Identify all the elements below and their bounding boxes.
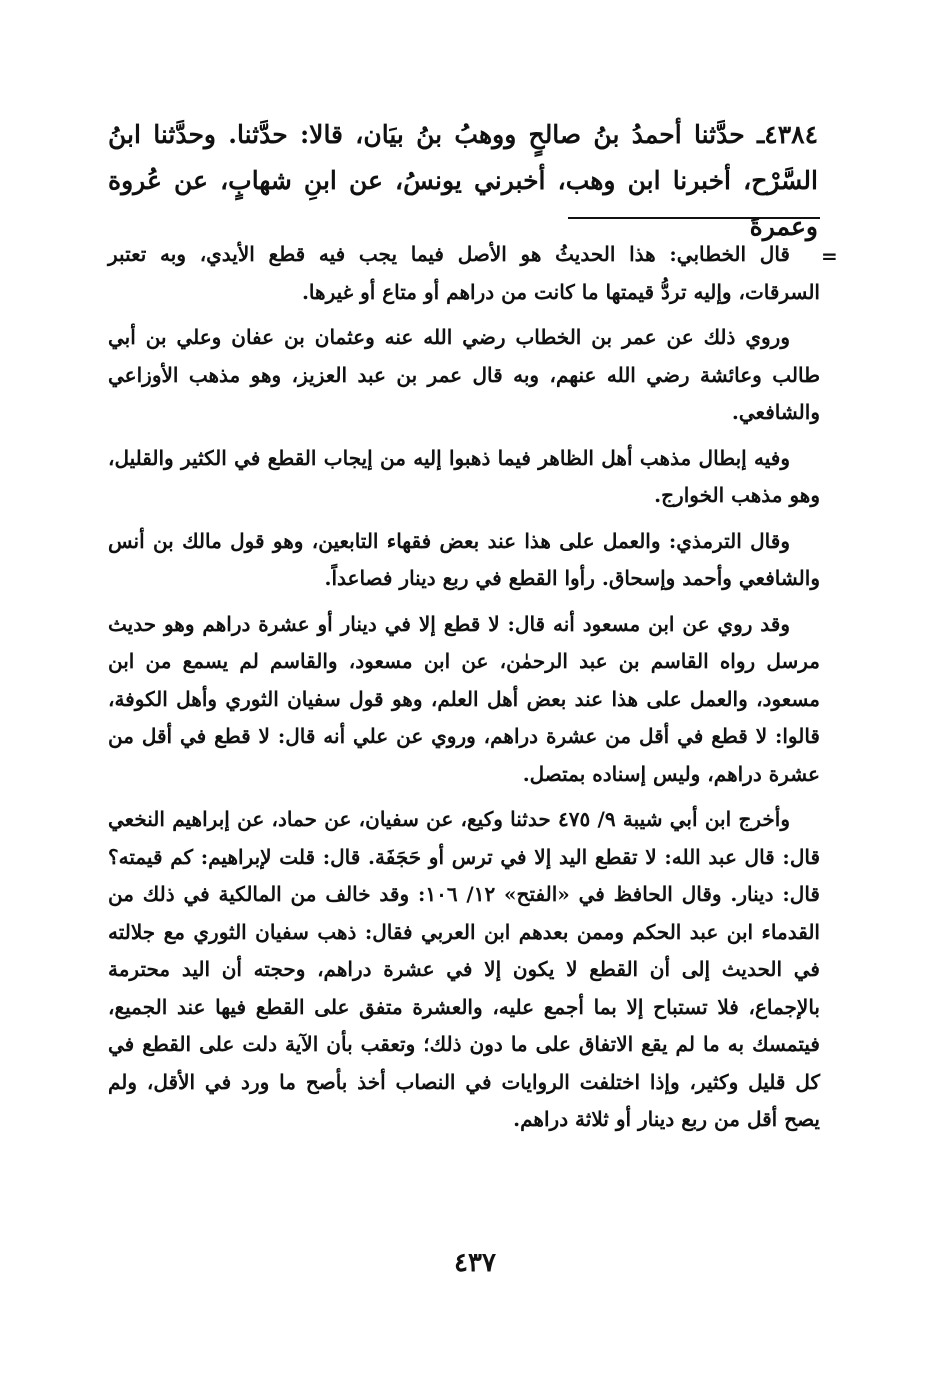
footnote-separator-rule — [568, 217, 820, 219]
footnotes-block — [108, 236, 820, 1147]
hadith-main-text: ٤٣٨٤ـ حدَّثنا أحمدُ بنُ صالحٍ ووهبُ بنُ بيَان، قالا: حدَّثنا. وحدَّثنا ابنُ السَّرْح، أخبرنا ابن وهب، أخبرني يونسُ، عن ابنِ شهابٍ، عن عُروة وعمرةَ — [108, 120, 818, 241]
footnote-paragraph: قال الخطابي: هذا الحديثُ هو الأصل فيما يجب فيه قطع الأيدي، وبه تعتبر السرقات، وإليه تردُّ قيمتها ما كانت من دراهم أو متاع أو غيرها. — [108, 242, 820, 304]
footnote-paragraph: وأخرج ابن أبي شيبة ٩/ ٤٧٥ حدثنا وكيع، عن سفيان، عن حماد، عن إبراهيم النخعي قال: قال عبد الله: لا تقطع اليد إلا في ترس أو حَجَفَة. قال: قلت لإبراهيم: كم قيمته؟ قال: دينار. وقال الحافظ في «الفتح» ١٢/ ١٠٦: وقد خالف من المالكية في ذلك من القدماء ابن عبد الحكم وممن بعدهم ابن العربي فقال: ذهب سفيان الثوري مع جلالته في الحديث إلى أن القطع لا يكون إلا في عشرة دراهم، وحجته أن اليد محترمة بالإجماع، فلا تستباح إلا بما أجمع عليه، والعشرة متفق على القطع فيها عند الجميع، فيتمسك به ما لم يقع الاتفاق على ما دون ذلك؛ وتعقب بأن الآية دلت على القطع في كل قليل وكثير، وإذا اختلفت الروايات في النصاب أخذ بأصح ما ورد في الأقل، ولم يصح أقل من ربع دينار أو ثلاثة دراهم. — [108, 807, 820, 1131]
footnote-paragraph: وفيه إبطال مذهب أهل الظاهر فيما ذهبوا إليه من إيجاب القطع في الكثير والقليل، وهو مذهب الخوارج. — [108, 445, 820, 507]
footnote-continuation-mark: = — [821, 244, 838, 268]
footnote-paragraph: وقد روي عن ابن مسعود أنه قال: لا قطع إلا في دينار أو عشرة دراهم وهو حديث مرسل رواه القاسم بن عبد الرحمٰن، عن ابن مسعود، والقاسم لم يسمع من ابن مسعود، والعمل على هذا عند بعض أهل العلم، وهو قول سفيان الثوري وأهل الكوفة، قالوا: لا قطع في أقل من عشرة دراهم، وروي عن علي أنه قال: لا قطع في أقل من عشرة دراهم، وليس إسناده بمتصل. — [108, 611, 820, 786]
footnote-paragraph: وروي ذلك عن عمر بن الخطاب رضي الله عنه وعثمان بن عفان وعلي بن أبي طالب وعائشة رضي الله عنهم، وبه قال عمر بن عبد العزيز، وهو مذهب الأوزاعي والشافعي. — [108, 325, 820, 424]
footnote-paragraph: وقال الترمذي: والعمل على هذا عند بعض فقهاء التابعين، وهو قول مالك بن أنس والشافعي وأحمد وإسحاق. رأوا القطع في ربع دينار فصاعداً. — [108, 528, 820, 590]
page-number: ٤٣٧ — [454, 1248, 496, 1278]
